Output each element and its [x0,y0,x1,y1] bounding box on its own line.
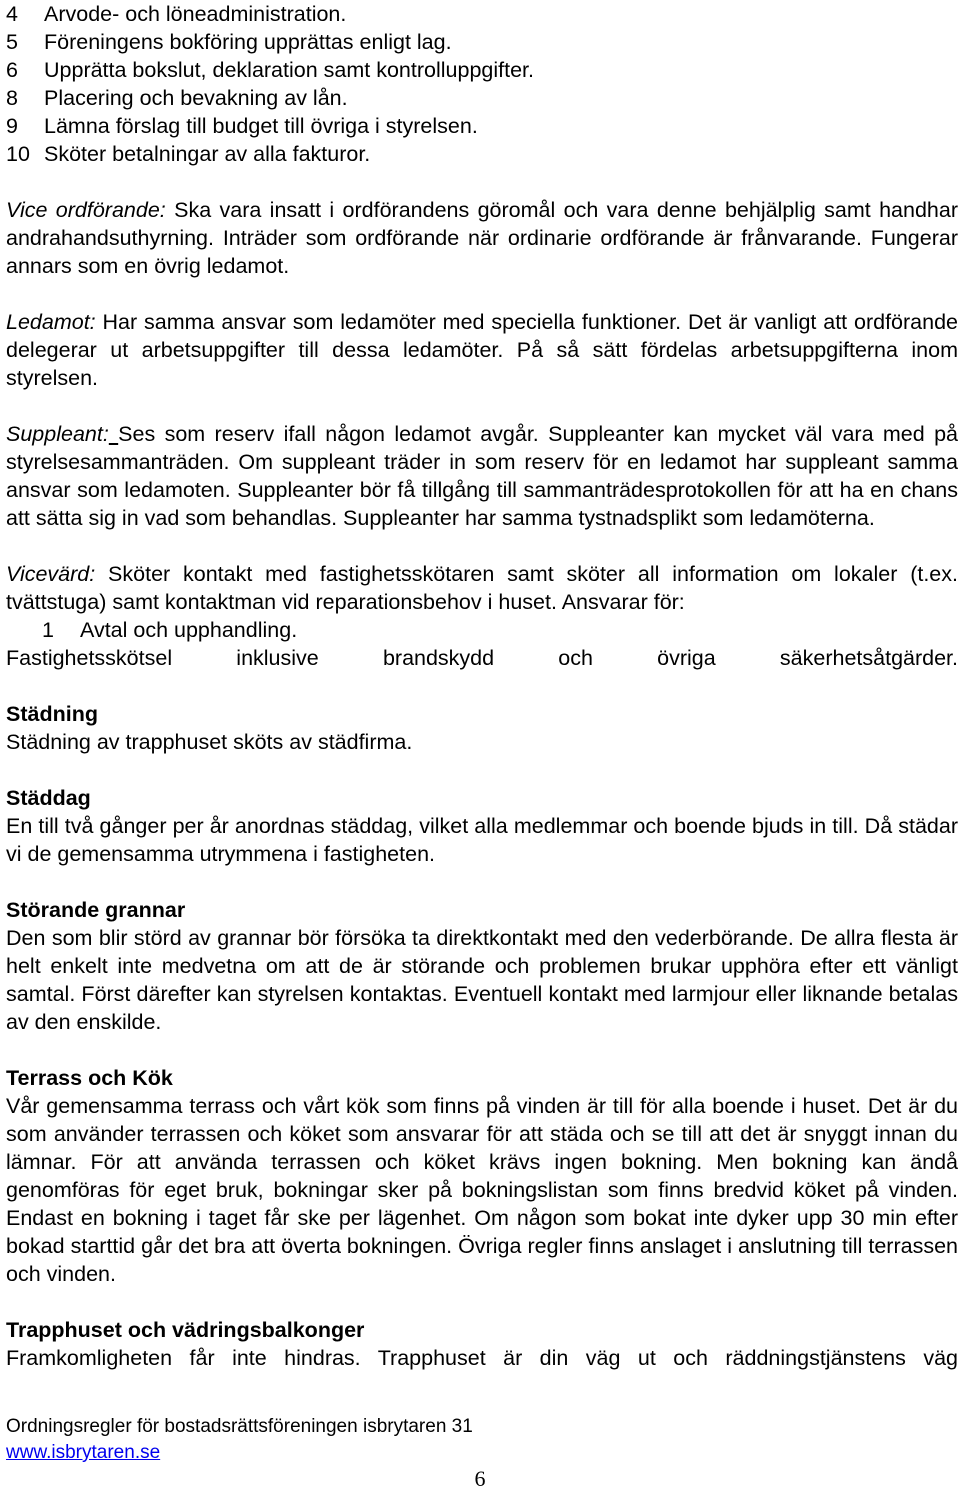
list-item: 9 Lämna förslag till budget till övriga i styrelsen. [6,114,478,138]
page-number: 6 [474,1466,486,1491]
list-item: 1 Avtal och upphandling. [42,618,298,642]
section-heading-grannar: Störande grannar [6,898,186,922]
grannar-paragraph: Den som blir störd av grannar bör försöka ta direktkontakt med den vederbörande. De allra flesta är helt enkelt inte medvetna om att de är störande och problemen brukar upphöra efter ett vänligt samtal. Först därefter kan styrelsen kontaktas. Eventuell kontakt med larmjour eller liknande betalas av den enskilde. [6,926,958,1034]
vice-ordforande-paragraph: Vice ordförande: Ska vara insatt i ordförandens göromål och vara denne behjälplig samt handhar andrahandsuthyrning. Inträder som ordförande när ordinarie ordförande är frånvarande. Fungerar annars som en övrig ledamot. [6,198,958,278]
footer-title: Ordningsregler för bostadsrättsföreningen isbrytaren 31 [6,1416,473,1437]
list-item: 5 Föreningens bokföring upprättas enligt lag. [6,30,452,54]
vicevard-last-line: Fastighetsskötsel inklusive brandskydd och övriga säkerhetsåtgärder. [6,646,958,670]
website-link[interactable]: www.isbrytaren.se [6,1442,161,1463]
list-item: 10 Sköter betalningar av alla fakturor. [6,142,371,166]
document-page [6,0,958,1372]
page-footer [6,1414,473,1466]
list-item: 6 Upprätta bokslut, deklaration samt kontrolluppgifter. [6,58,534,82]
section-heading-terrass: Terrass och Kök [6,1066,173,1090]
section-heading-trapphuset: Trapphuset och vädringsbalkonger [6,1318,365,1342]
stadning-paragraph: Städning av trapphuset sköts av städfirma. [6,730,413,754]
staddag-paragraph: En till två gånger per år anordnas städdag, vilket alla medlemmar och boende bjuds in till. Då städar vi de gemensamma utrymmena i fastigheten. [6,814,958,866]
terrass-paragraph: Vår gemensamma terrass och vårt kök som finns på vinden är till för alla boende i huset. Det är du som använder terrassen och köket som ansvarar för att städa och se till att det är snyggt innan du lämnar. För att använda terrassen och köket krävs ingen bokning. Men bokning kan ändå genomföras för eget bruk, bokningar sker på bokningslistan som finns bredvid köket på vinden. Endast en bokning i taget får ske per lägenhet. Om någon som bokat inte dyker upp 30 min efter bokad starttid går det bra att överta bokningen. Övriga regler finns anslaget i anslutning till terrassen och vinden. [6,1094,958,1286]
ledamot-paragraph: Ledamot: Har samma ansvar som ledamöter med speciella funktioner. Det är vanligt att ordförande delegerar ut arbetsuppgifter till dessa ledamöter. På så sätt fördelas arbetsuppgifterna inom styrelsen. [6,310,958,390]
list-item: 8 Placering och bevakning av lån. [6,86,348,110]
list-item: 4 Arvode- och löneadministration. [6,2,347,26]
section-heading-staddag: Städdag [6,786,91,810]
task-list [6,0,958,168]
vicevard-paragraph: Vicevärd: Sköter kontakt med fastighetsskötaren samt sköter all information om lokaler (t.ex. tvättstuga) samt kontaktman vid reparationsbehov i huset. Ansvarar för: [6,562,958,614]
section-heading-stadning: Städning [6,702,98,726]
suppleant-paragraph: Suppleant: Ses som reserv ifall någon ledamot avgår. Suppleanter kan mycket väl vara med på styrelsesammanträden. Om suppleant träder in som reserv för en ledamot har suppleant samma ansvar som ledamoten. Suppleanter bör få tillgång till sammanträdesprotokollen för att ha en chans att sätta sig in vad som behandlas. Suppleanter har samma tystnadsplikt som ledamöterna. [6,422,958,530]
trapphuset-paragraph: Framkomligheten får inte hindras. Trapphuset är din väg ut och räddningstjänstens väg [6,1346,958,1370]
